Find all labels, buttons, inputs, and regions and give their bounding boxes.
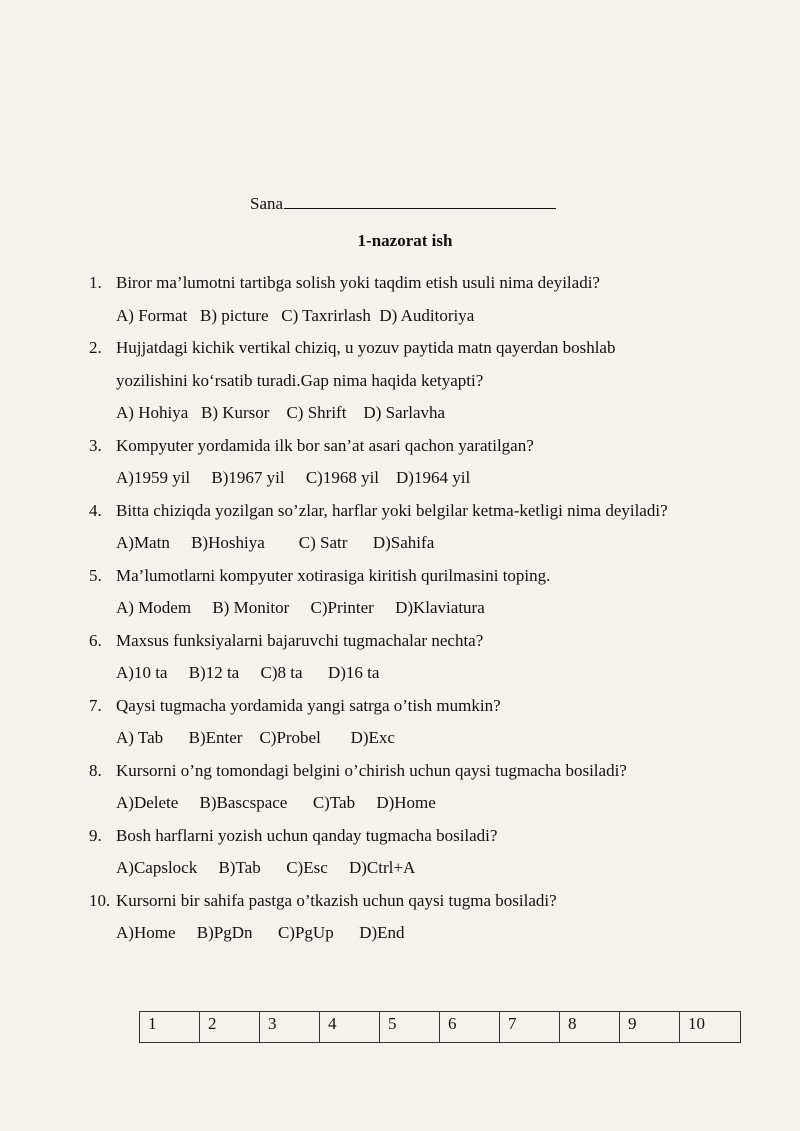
question-options: A)Home B)PgDn C)PgUp D)End (116, 923, 405, 942)
date-field (250, 192, 556, 215)
answer-cell: 1 (140, 1012, 200, 1043)
answer-cell: 8 (560, 1012, 620, 1043)
question-text: Kompyuter yordamida ilk bor san’at asari qachon yaratilgan? (116, 435, 534, 455)
question-text: Biror ma’lumotni tartibga solish yoki taqdim etish usuli nima deyiladi? (116, 273, 600, 292)
question-options: A) Hohiya B) Kursor C) Shrift D) Sarlavha (116, 403, 446, 422)
answer-table (139, 1011, 741, 1043)
question-options: A)Capslock B)Tab C)Esc D)Ctrl+A (116, 858, 416, 877)
question-item (89, 332, 789, 430)
answer-table-row (140, 1012, 741, 1043)
question-number: 10. (89, 890, 111, 910)
question-text: Ma’lumotlarni kompyuter xotirasiga kiritish qurilmasini toping. (116, 565, 551, 585)
question-text: Bitta chiziqda yozilgan so’zlar, harflar yoki belgilar ketma-ketligi nima deyiladi? (116, 500, 668, 520)
question-number: 8. (89, 760, 102, 780)
question-options: A) Modem B) Monitor C)Printer D)Klaviatura (116, 598, 485, 617)
answer-cell: 4 (320, 1012, 380, 1043)
answer-cell: 2 (200, 1012, 260, 1043)
answer-cell: 9 (620, 1012, 680, 1043)
question-text: Bosh harflarni yozish uchun qanday tugmacha bosiladi? (116, 825, 498, 845)
question-item (89, 625, 789, 690)
question-item (89, 885, 789, 950)
answer-cell: 10 (680, 1012, 741, 1043)
question-number: 7. (89, 695, 102, 715)
question-number: 1. (89, 273, 102, 292)
question-item (89, 430, 789, 495)
question-options: A)10 ta B)12 ta C)8 ta D)16 ta (116, 663, 380, 682)
question-number: 4. (89, 500, 102, 520)
question-text: Hujjatdagi kichik vertikal chiziq, u yozuv paytida matn qayerdan boshlab yozilishini ko‘rsatib turadi.Gap nima haqida ketyapti? (116, 338, 616, 390)
question-item (89, 560, 789, 625)
question-options: A)1959 yil B)1967 yil C)1968 yil D)1964 yil (116, 468, 471, 487)
question-number: 9. (89, 825, 102, 845)
question-item (89, 495, 789, 560)
question-number: 3. (89, 435, 102, 455)
question-item (89, 267, 789, 332)
question-options: A)Delete B)Bascspace C)Tab D)Home (116, 793, 436, 812)
question-text: Maxsus funksiyalarni bajaruvchi tugmachalar nechta? (116, 630, 484, 650)
question-options: A)Matn B)Hoshiya C) Satr D)Sahifa (116, 533, 435, 552)
answer-cell: 3 (260, 1012, 320, 1043)
answer-cell: 7 (500, 1012, 560, 1043)
question-item (89, 690, 789, 755)
question-number: 5. (89, 565, 102, 585)
question-options: A) Tab B)Enter C)Probel D)Exc (116, 728, 395, 747)
question-options: A) Format B) picture C) Taxrirlash D) Auditoriya (116, 305, 475, 325)
question-list (89, 267, 789, 950)
question-text: Kursorni o’ng tomondagi belgini o’chirish uchun qaysi tugmacha bosiladi? (116, 760, 627, 780)
question-number: 6. (89, 630, 102, 650)
question-item (89, 755, 789, 820)
answer-cell: 6 (440, 1012, 500, 1043)
question-text: Kursorni bir sahifa pastga o’tkazish uchun qaysi tugma bosiladi? (116, 890, 557, 910)
date-blank-line (284, 192, 556, 209)
date-label: Sana (250, 194, 284, 213)
question-item (89, 820, 789, 885)
question-text: Qaysi tugmacha yordamida yangi satrga o’tish mumkin? (116, 695, 501, 715)
page-title: 1-nazorat ish (357, 231, 453, 250)
question-number: 2. (89, 338, 102, 357)
answer-cell: 5 (380, 1012, 440, 1043)
